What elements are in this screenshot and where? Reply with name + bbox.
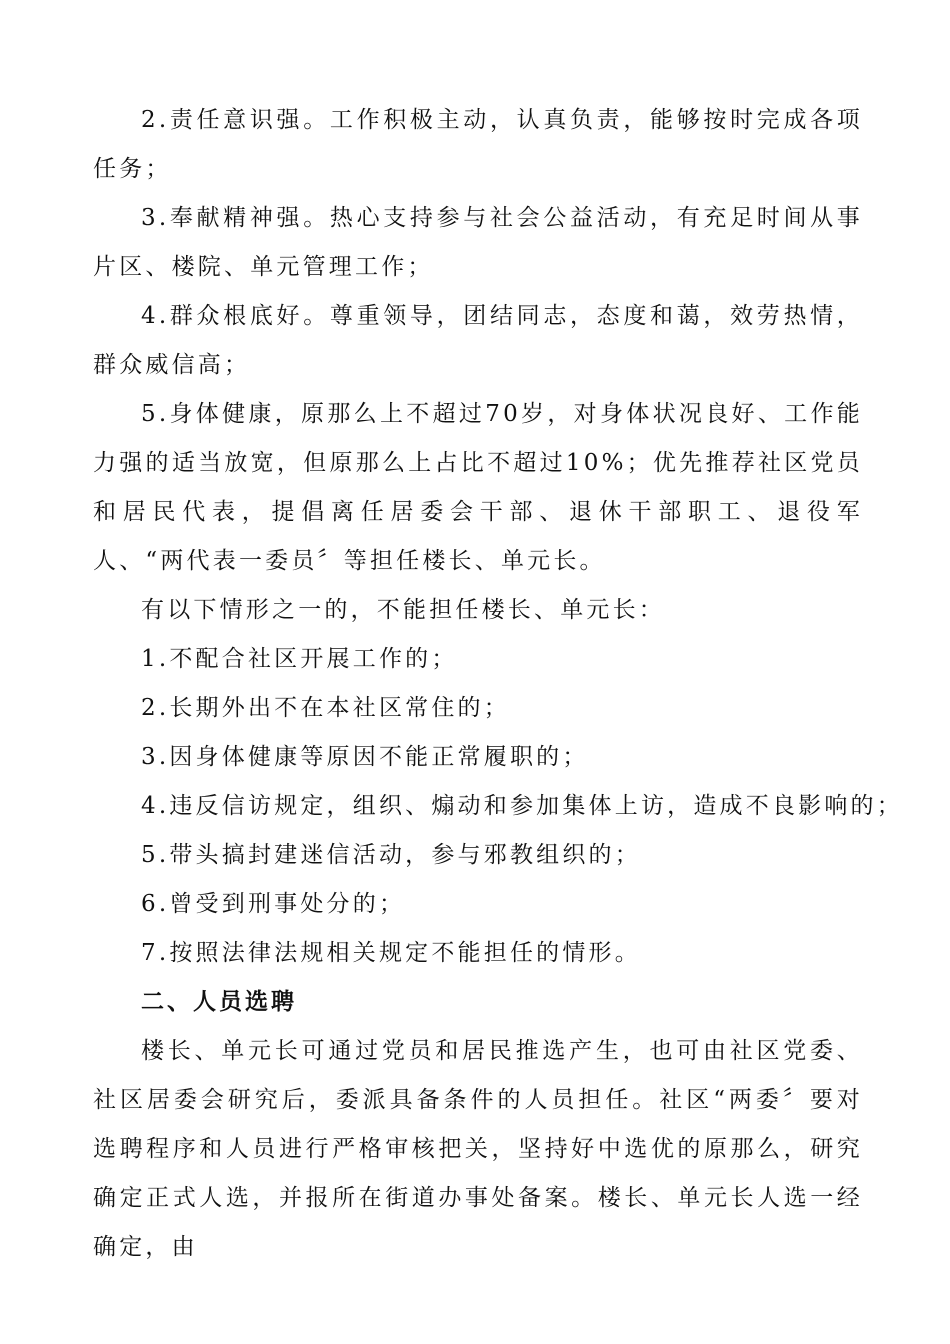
exclusion-item-6: 6.曾受到刑事处分的； (141, 891, 406, 917)
exclusion-item-2: 2.长期外出不在本社区常住的； (141, 695, 510, 721)
document-page (93, 96, 903, 1272)
exclusion-item-5: 5.带头搞封建迷信活动，参与邪教组织的； (141, 842, 641, 868)
criteria-mass-base: 4.群众根底好。尊重领导，团结同志，态度和蔼，效劳热情，群众威信高； (93, 303, 863, 378)
criteria-dedication: 3.奉献精神强。热心支持参与社会公益活动，有充足时间从事片区、楼院、单元管理工作； (93, 205, 863, 280)
criteria-health: 5.身体健康，原那么上不超过70岁，对身体状况良好、工作能力强的适当放宽，但原那么上占比不超过10%；优先推荐社区党员和居民代表，提倡离任居委会干部、退休干部职工、退役军人、“两代表一委员〞等担任楼长、单元长。 (93, 401, 863, 574)
exclusion-intro: 有以下情形之一的，不能担任楼长、单元长： (141, 597, 665, 623)
selection-paragraph: 楼长、单元长可通过党员和居民推选产生，也可由社区党委、社区居委会研究后，委派具备条件的人员担任。社区“两委〞要对选聘程序和人员进行严格审核把关，坚持好中选优的原那么，研究确定正式人选，并报所在街道办事处备案。楼长、单元长人选一经确定，由 (93, 1038, 863, 1260)
exclusion-item-7: 7.按照法律法规相关规定不能担任的情形。 (141, 940, 641, 966)
exclusion-item-4: 4.违反信访规定，组织、煽动和参加集体上访，造成不良影响的； (141, 793, 903, 819)
criteria-responsibility: 2.责任意识强。工作积极主动，认真负责，能够按时完成各项任务； (93, 107, 863, 182)
section-heading: 二、人员选聘 (141, 989, 297, 1015)
exclusion-item-3: 3.因身体健康等原因不能正常履职的； (141, 744, 589, 770)
exclusion-item-1: 1.不配合社区开展工作的； (141, 646, 458, 672)
